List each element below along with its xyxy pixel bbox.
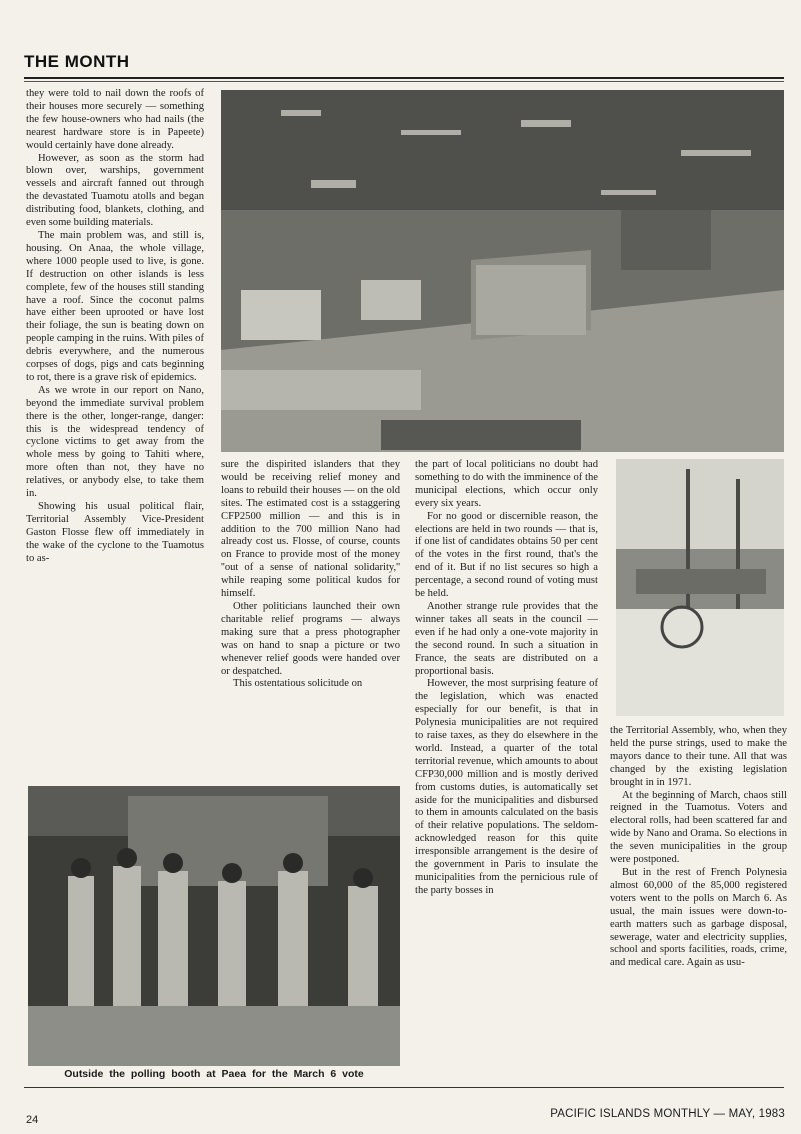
paragraph: Showing his usual political flair, Territorial Assembly Vice-President Gaston Flosse flew off immediately in the wake of the cyclone to the Tuamotus to as-	[26, 501, 204, 564]
paragraph: But in the rest of French Polynesia almost 60,000 of the 85,000 registered voters went to the polls on March 6. As usual, the main issues were down-to-earth matters such as garbage disposal, sewerage, water and electricity supplies, school and sports facilities, roads, crime, and medical care. Again as usu-	[610, 866, 787, 969]
paragraph: Other politicians launched their own charitable relief programs — always making sure that a press photographer was on hand to snap a picture or two whenever relief goods were handed over or despatched.	[221, 600, 400, 677]
paragraph: Another strange rule provides that the winner takes all seats in the council — even if he had only a one-vote majority in the second round. In such a situation in France, the seats are distributed on a proportional basis.	[415, 600, 598, 677]
cyclone-damage-photo	[221, 90, 784, 452]
polling-booth-photo	[28, 786, 400, 1066]
wrecked-palms-photo	[616, 459, 784, 716]
paragraph: sure the dispirited islanders that they would be receiving relief money and loans to rebuild their houses — on the old sites. The estimated cost is a sstaggering CFP2500 million — and this is in addition to the 700 million Nano had already cost us. Flosse, of course, counts on France to provide most of the money ''out of a sense of national solidarity,'' while reaping some political kudos for himself.	[221, 459, 400, 600]
article-column-1	[26, 88, 204, 750]
paragraph: they were told to nail down the roofs of their houses more securely — something the few house-owners who had nails (the nearest hardware store is in Papeete) would certainly have done already.	[26, 88, 204, 151]
paragraph: However, as soon as the storm had blown over, warships, government vessels and aircraft fanned out through the devastated Tuamotu atolls and began distributing food, blankets, clothing, and even some building materials.	[26, 152, 204, 229]
paragraph: The main problem was, and still is, housing. On Anaa, the whole village, where 1000 people used to live, is gone. If destruction on other islands is less complete, few of the houses still standing have a roof. Since the coconut palms have either been uprooted or have lost their foliage, the sun is beating down on people camping in the ruins. With piles of debris everywhere, and the numerous corpses of dogs, pigs and cats beginning to rot, there is a grave risk of epidemics.	[26, 229, 204, 383]
header-rule-thin	[24, 81, 784, 82]
photo-caption: Outside the polling booth at Paea for the March 6 vote	[64, 1068, 364, 1080]
section-heading: THE MONTH	[24, 52, 130, 71]
article-column-4	[610, 725, 787, 1083]
article-column-2	[221, 459, 400, 769]
paragraph: As we wrote in our report on Nano, beyond the immediate survival problem there is the other, longer-range, danger: this is the widespread tendency of cyclone victims to get away from the whole mess by going to Tahiti where, more often than not, they have no relatives, or anybody else, to take them in.	[26, 384, 204, 500]
paragraph: the part of local politicians no doubt had something to do with the imminence of the municipal elections, which occur only every six years.	[415, 459, 598, 509]
page-number: 24	[26, 1114, 39, 1126]
article-column-3	[415, 459, 598, 1083]
footer-rule	[24, 1087, 784, 1088]
paragraph: However, the most surprising feature of the legislation, which was enacted especially for our benefit, is that in Polynesia municipalities are not required to raise taxes, as they do elsewhere in the world. Instead, a quarter of the total territorial revenue, which amounts to about CFP30,000 million and is mostly derived from customs duties, is automatically set aside for the municipalities and disbursed to them in amounts calculated on the basis of their relative populations. The seldom-acknowledged reason for this quite irresponsible arrangement is the desire of the government in Paris to insulate the municipalities from the pernicious rule of the party bosses in	[415, 678, 598, 896]
paragraph: This ostentatious solicitude on	[233, 678, 363, 690]
paragraph: the Territorial Assembly, who, when they held the purse strings, used to make the mayors dance to their tune. All that was changed by the existing legislation brought in in 1971.	[610, 725, 787, 788]
publication-footer: PACIFIC ISLANDS MONTHLY — MAY, 1983	[550, 1108, 785, 1120]
paragraph: For no good or discernible reason, the elections are held in two rounds — that is, if one list of candidates obtains 50 per cent of the votes in the first round, that's the end of it. But if no list secures so high a percentage, a second round of voting must be held.	[415, 510, 598, 600]
header-rule	[24, 77, 784, 79]
paragraph: At the beginning of March, chaos still reigned in the Tuamotus. Voters and electoral rolls, had been scattered far and wide by Nano and Orama. So elections in the seven municipalities in the group were postponed.	[610, 789, 787, 866]
